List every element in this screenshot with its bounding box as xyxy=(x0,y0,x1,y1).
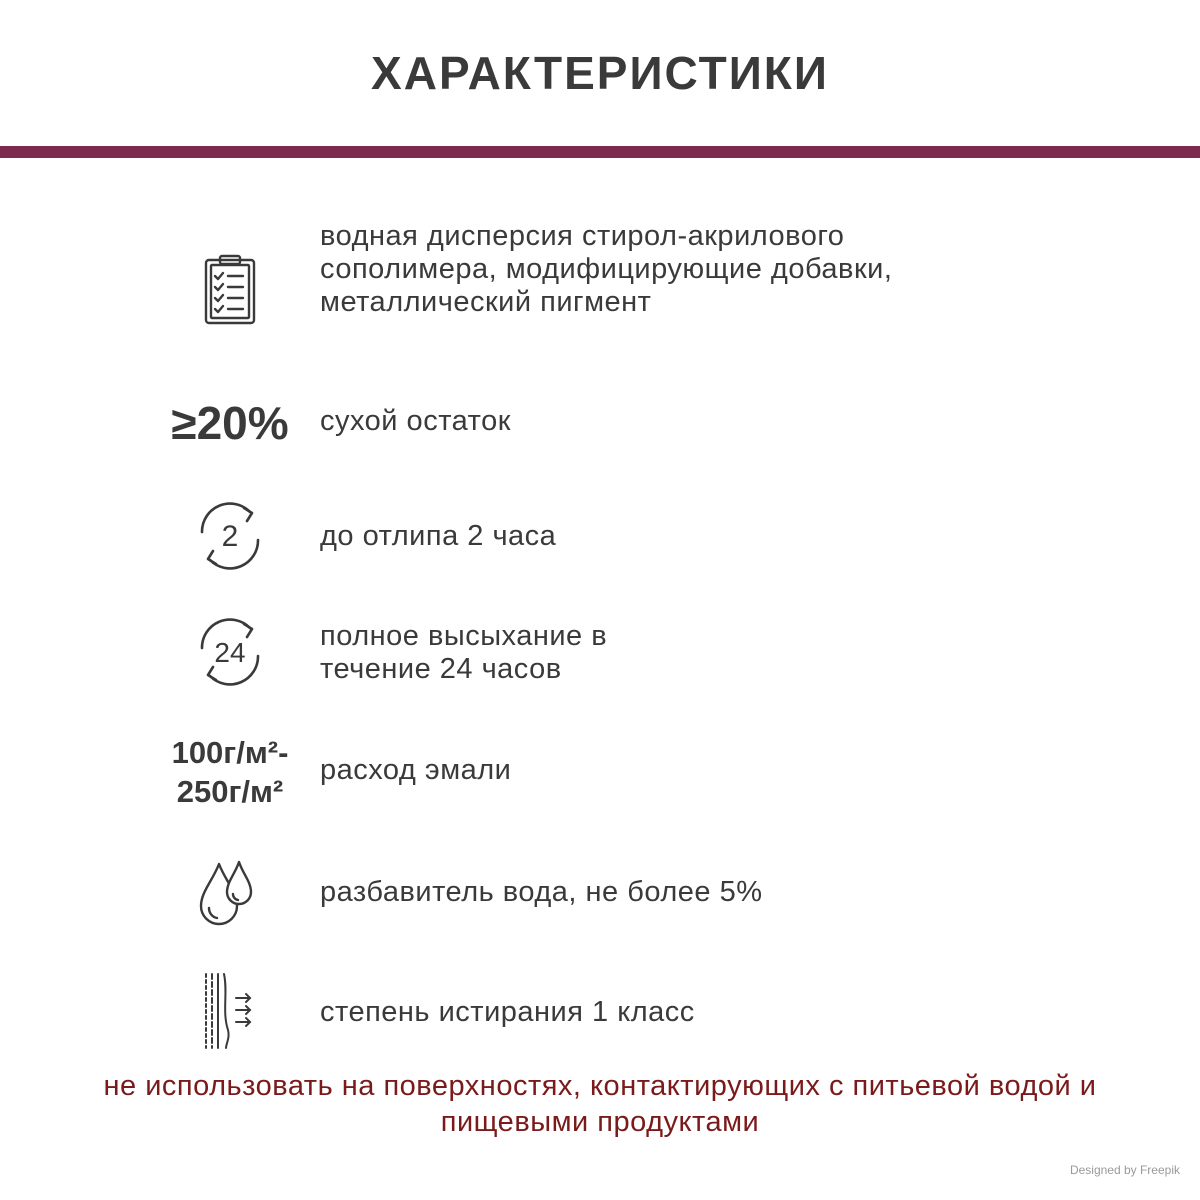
spec-text: сухой остаток xyxy=(320,405,511,437)
spec-row-abrasion xyxy=(0,972,1200,1050)
warning-note: не использовать на поверхностях, контактирующих с питьевой водой и пищевыми продуктами xyxy=(103,1070,1097,1138)
cycle-label: 24 xyxy=(214,637,246,668)
spec-row-thinner xyxy=(0,856,1200,932)
spec-text: расход эмали xyxy=(320,754,512,786)
accent-divider xyxy=(0,146,1200,158)
abrasion-layers-icon xyxy=(150,972,310,1050)
spec-text: степень истирания 1 класс xyxy=(320,996,695,1028)
page-title: ХАРАКТЕРИСТИКИ xyxy=(371,47,829,99)
spec-row-full-drying xyxy=(0,615,1200,689)
consumption-min: 100г/м²- xyxy=(171,735,289,770)
water-drops-icon xyxy=(150,856,310,932)
spec-row-dry-residue xyxy=(0,395,1200,455)
dry-residue-value: ≥20% xyxy=(171,397,289,449)
cycle-24-icon xyxy=(150,615,310,689)
consumption-max: 250г/м² xyxy=(176,774,284,809)
clipboard-checklist-icon xyxy=(150,240,310,340)
spec-text: до отлипа 2 часа xyxy=(320,520,557,552)
spec-text: полное высыхание в течение 24 часов xyxy=(320,620,608,685)
spec-row-composition xyxy=(0,218,1200,318)
designer-credit: Designed by Freepik xyxy=(1069,1163,1180,1177)
spec-text: водная дисперсия стирол-акрилового сополимера, модифицирующие добавки, металлический пигмент xyxy=(320,220,893,318)
cycle-label: 2 xyxy=(221,520,239,553)
spec-row-tack-free xyxy=(0,500,1200,572)
cycle-2-icon xyxy=(150,500,310,572)
spec-row-consumption xyxy=(0,732,1200,812)
consumption-value xyxy=(150,732,310,812)
spec-text: разбавитель вода, не более 5% xyxy=(320,876,763,908)
